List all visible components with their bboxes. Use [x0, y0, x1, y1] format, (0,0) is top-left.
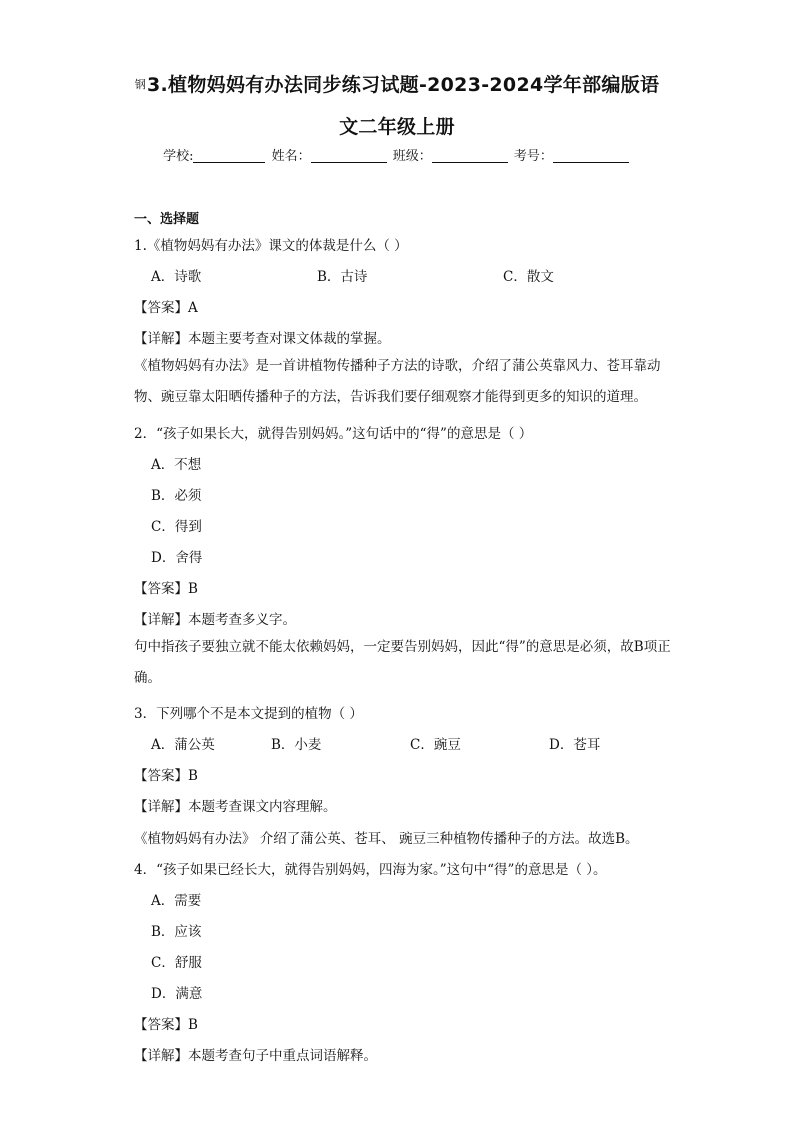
q4-option-d: D．满意: [151, 986, 203, 1002]
exam-no-blank: [553, 148, 629, 163]
q1-option-b: B．古诗: [317, 269, 368, 285]
q3-option-b: B．小麦: [271, 737, 322, 753]
q2-answer: 【答案】B: [134, 581, 198, 597]
q3-explanation: 《植物妈妈有办法》 介绍了蒲公英、苍耳、 豌豆三种植物传播种子的方法。故选B。: [134, 831, 639, 847]
q1-option-a: A．诗歌: [151, 269, 202, 285]
title-text-1: 3.植物妈妈有办法同步练习试题-2023-2024学年部编版语: [147, 74, 660, 96]
q4-stem: 4．“孩子如果已经长大，就得告别妈妈，四海为家。”这句中“得”的意思是（ ）。: [134, 862, 607, 878]
q2-option-b: B．必须: [151, 488, 202, 504]
q4-option-a: A．需要: [151, 893, 202, 909]
student-info-row: [0, 145, 794, 164]
q3-option-d: D．苍耳: [549, 737, 601, 753]
class-blank: [432, 148, 508, 163]
q4-option-c: C．舒服: [151, 955, 202, 971]
exam-no-label: 考号：: [513, 149, 553, 164]
school-label: 学校:: [163, 149, 194, 164]
title-mark: 钢: [134, 78, 147, 91]
q2-stem: 2．“孩子如果长大，就得告别妈妈。”这句话中的“得”的意思是（ ）: [134, 426, 533, 442]
q4-detail: 【详解】本题考查句子中重点词语解释。: [134, 1048, 377, 1064]
class-label: 班级：: [392, 149, 432, 164]
document-title-line-1: [0, 70, 794, 97]
q4-answer: 【答案】B: [134, 1017, 198, 1033]
q1-detail: 【详解】本题主要考查对课文体裁的掌握。: [134, 331, 391, 347]
q3-answer: 【答案】B: [134, 768, 198, 784]
school-blank: [193, 148, 265, 163]
q1-explanation: 《植物妈妈有办法》是一首讲植物传播种子方法的诗歌，介绍了蒲公英靠风力、苍耳靠动物、豌豆靠太阳晒传播种子的方法，告诉我们要仔细观察才能得到更多的知识的道理。: [134, 358, 661, 405]
q4-option-b: B．应该: [151, 924, 202, 940]
q2-explanation: 句中指孩子要独立就不能太依赖妈妈，一定要告别妈妈，因此“得”的意思是必须，故B项正确。: [134, 639, 671, 686]
q1-stem: 1.《植物妈妈有办法》课文的体裁是什么（ ）: [134, 238, 408, 254]
section-heading: 一、选择题: [134, 212, 200, 227]
q1-answer: 【答案】A: [134, 300, 198, 316]
q2-option-d: D．舍得: [151, 550, 203, 566]
q2-option-a: A．不想: [151, 457, 202, 473]
name-blank: [311, 148, 387, 163]
q3-stem: 3．下列哪个不是本文提到的植物（ ）: [134, 706, 363, 722]
document-title-line-2: 文二年级上册: [339, 116, 455, 138]
q3-detail: 【详解】本题考查课文内容理解。: [134, 799, 337, 815]
q3-option-c: C．豌豆: [410, 737, 461, 753]
q1-option-c: C．散文: [503, 269, 554, 285]
name-label: 姓名：: [271, 149, 311, 164]
q2-detail: 【详解】本题考查多义字。: [134, 612, 296, 628]
q3-option-a: A．蒲公英: [151, 737, 215, 753]
q2-option-c: C．得到: [151, 519, 202, 535]
